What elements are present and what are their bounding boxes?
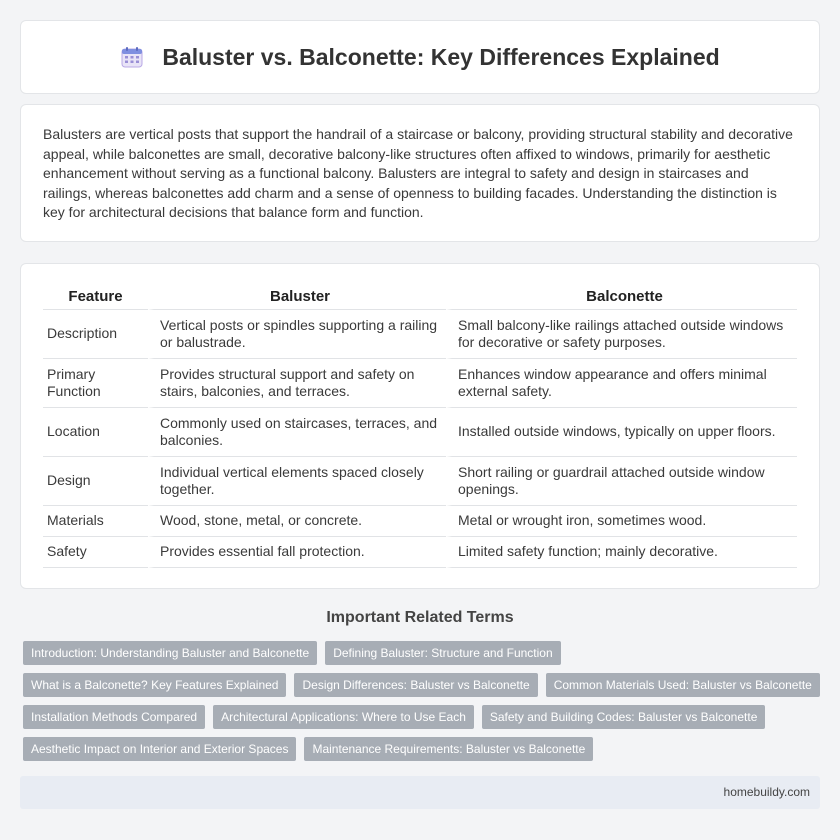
related-term-link[interactable]: Maintenance Requirements: Baluster vs Balconette — [304, 737, 593, 761]
table-cell: Commonly used on staircases, terraces, and balconies. — [148, 408, 446, 457]
table-cell: Limited safety function; mainly decorative. — [446, 537, 797, 568]
column-header-baluster: Baluster — [148, 284, 446, 310]
table-row — [43, 537, 797, 568]
table-row — [43, 506, 797, 537]
table-cell: Provides essential fall protection. — [148, 537, 446, 568]
table-cell: Small balcony-like railings attached outside windows for decorative or safety purposes. — [446, 310, 797, 359]
related-term-link[interactable]: Architectural Applications: Where to Use Each — [213, 705, 474, 729]
related-term-link[interactable]: Installation Methods Compared — [23, 705, 205, 729]
table-cell: Enhances window appearance and offers minimal external safety. — [446, 359, 797, 408]
table-cell: Individual vertical elements spaced closely together. — [148, 457, 446, 506]
related-term-link[interactable]: Aesthetic Impact on Interior and Exterior Spaces — [23, 737, 296, 761]
table-cell: Design — [43, 457, 148, 506]
calendar-icon — [120, 45, 144, 69]
table-row — [43, 457, 797, 506]
column-header-feature: Feature — [43, 284, 148, 310]
table-cell: Safety — [43, 537, 148, 568]
related-terms-title: Important Related Terms — [326, 609, 514, 626]
table-cell: Vertical posts or spindles supporting a railing or balustrade. — [148, 310, 446, 359]
comparison-table — [43, 284, 797, 568]
table-row — [43, 408, 797, 457]
column-header-balconette: Balconette — [446, 284, 797, 310]
footer — [20, 776, 820, 809]
page-title: Baluster vs. Balconette: Key Differences Explained — [162, 43, 720, 70]
table-cell: Wood, stone, metal, or concrete. — [148, 506, 446, 537]
related-term-link[interactable]: Design Differences: Baluster vs Balconette — [294, 673, 537, 697]
related-term-link[interactable]: What is a Balconette? Key Features Explained — [23, 673, 286, 697]
intro-text: Balusters are vertical posts that support the handrail of a staircase or balcony, providing structural stability and decorative appeal, while balconettes are small, decorative balcony-like structures often affixed to windows, primarily for aesthetic enhancement without serving as a functional balcony. Balusters are integral to safety and design in staircases and railings, whereas balconettes add charm and a sense of openness to building facades. Understanding the distinction is key for architectural decisions that balance form and function. — [43, 126, 793, 220]
table-cell: Materials — [43, 506, 148, 537]
table-row — [43, 359, 797, 408]
comparison-table-card — [20, 263, 820, 589]
table-cell: Description — [43, 310, 148, 359]
intro-card — [20, 104, 820, 242]
table-cell: Installed outside windows, typically on upper floors. — [446, 408, 797, 457]
related-term-link[interactable]: Defining Baluster: Structure and Function — [325, 641, 560, 665]
table-row — [43, 310, 797, 359]
table-cell: Short railing or guardrail attached outside window openings. — [446, 457, 797, 506]
header-card — [20, 20, 820, 94]
related-term-link[interactable]: Introduction: Understanding Baluster and Balconette — [23, 641, 317, 665]
table-cell: Metal or wrought iron, sometimes wood. — [446, 506, 797, 537]
related-term-link[interactable]: Common Materials Used: Baluster vs Balconette — [546, 673, 820, 697]
related-term-link[interactable]: Safety and Building Codes: Baluster vs Balconette — [482, 705, 766, 729]
table-cell: Primary Function — [43, 359, 148, 408]
related-terms-list — [23, 641, 823, 769]
footer-site-link[interactable]: homebuildy.com — [723, 785, 810, 799]
table-cell: Provides structural support and safety on stairs, balconies, and terraces. — [148, 359, 446, 408]
table-cell: Location — [43, 408, 148, 457]
